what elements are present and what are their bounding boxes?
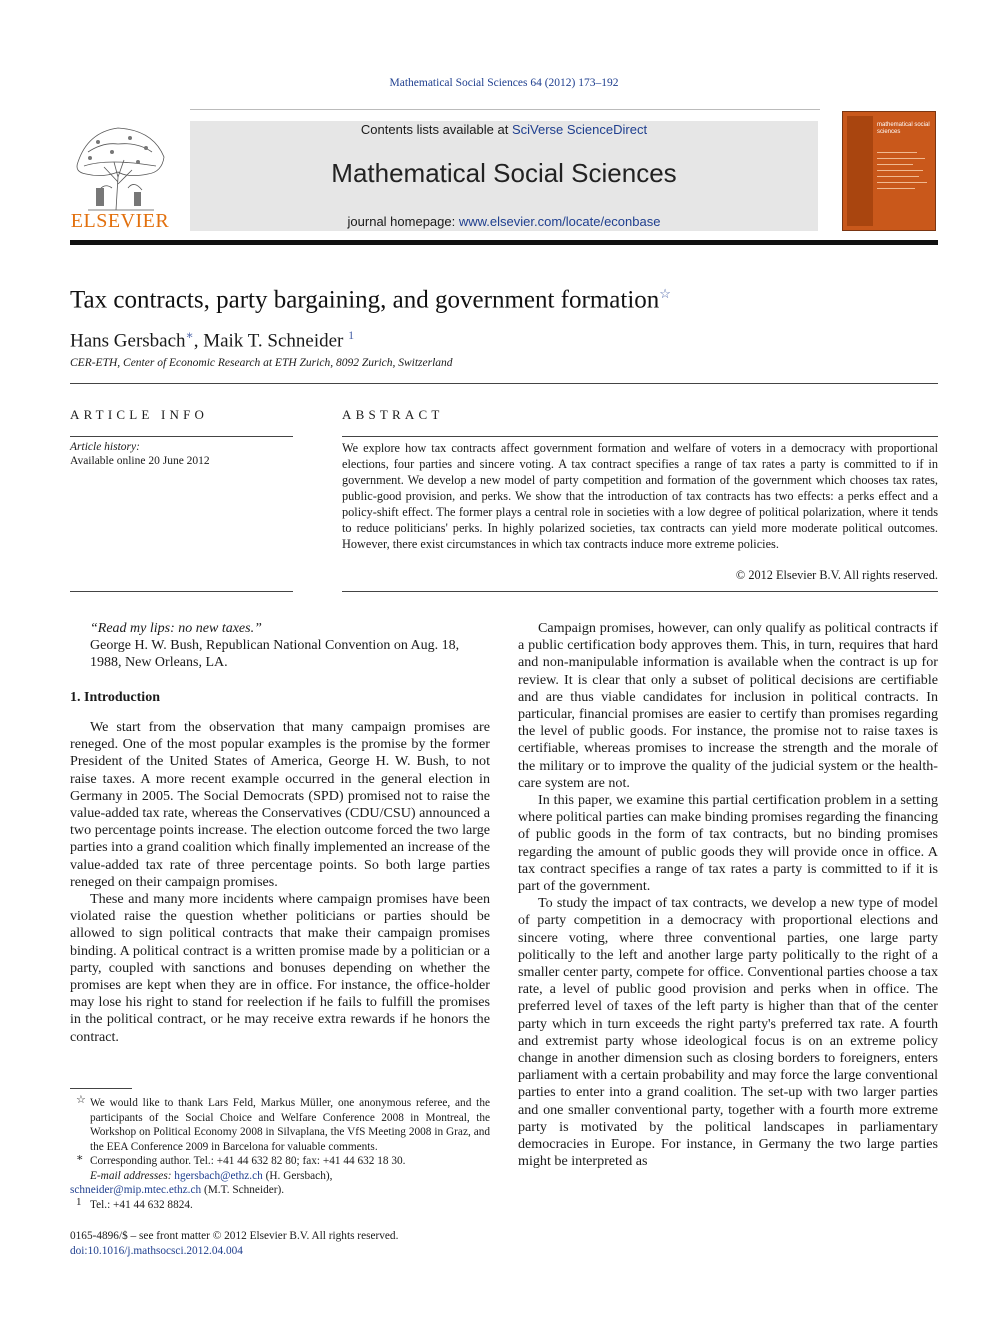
right-column [518,620,938,1171]
journal-citation[interactable]: Mathematical Social Sciences 64 (2012) 173–192 [389,77,619,89]
history-label: Article history: [70,441,140,453]
issn-line: 0165-4896/$ – see front matter © 2012 Elsevier B.V. All rights reserved. [70,1230,399,1242]
contents-prefix: Contents lists available at [360,122,512,137]
author-gersbach: Hans Gersbach [70,330,186,352]
email-owner: (H. Gersbach), [262,1169,333,1182]
abstract-heading: ABSTRACT [342,407,444,422]
cover-line [877,182,927,183]
left-column [70,719,490,1046]
journal-cover-thumbnail[interactable] [842,111,936,231]
homepage-link[interactable]: www.elsevier.com/locate/econbase [458,214,661,229]
cover-line [877,158,925,159]
article-info-rule [70,436,293,437]
footnote-text: Corresponding author. Tel.: +41 44 632 82 80; fax: +41 44 632 18 30. [90,1155,406,1167]
corresponding-author-mark[interactable]: ∗ [185,328,194,342]
sciencedirect-link[interactable]: SciVerse ScienceDirect [511,122,648,137]
homepage-prefix: journal homepage: [347,214,459,229]
header-divider [190,109,820,110]
epigraph-source: George H. W. Bush, Republican National Convention on Aug. 18, 1988, New Orleans, LA. [90,638,460,670]
email-owner: (M.T. Schneider). [201,1184,285,1196]
homepage-line [190,214,818,229]
publisher-wordmark: ELSEVIER [70,210,170,232]
epigraph-quote: “Read my lips: no new taxes.” [90,621,262,636]
paragraph: We start from the observation that many campaign promises are reneged. One of the most popular examples is the promise by the former President of the United States of America, George H. W. Bush, to not raise taxes. A more recent example occurred in the general election in Germany in 2005. The Social Democrats (SPD) promised not to raise the value-added tax rate, whereas the Conservatives (CDU/CSU) announced a two percentage points increase. The election outcome forced the two large parties into a grand coalition which finally implemented an increase of the value-added tax rate of three percentage points. So both large parties reneged on their campaign promises. [70,719,490,890]
footnote-text: We would like to thank Lars Feld, Markus Müller, one anonymous referee, and the participants of the Social Choice and Welfare Conference 2008 in Montreal, the Workshop on Political Economy 2008 in Silvaplana, the VfS Meeting 2008 in Graz, and the EEA Conference 2009 in Barcelona for valuable comments. [90,1097,490,1153]
cover-line [877,188,915,189]
footnote-mark: 1 [76,1195,82,1208]
abstract-text: We explore how tax contracts affect government formation and welfare of voters in a democracy with proportional elections, four parties and sincere voting. A tax contract specifies a range of tax rates a party is committed to if in government. We develop a new model of party competition and formation of the government which chooses tax rates, public-good provision, and perks. We show that the introduction of tax contracts has two effects: a perks effect and a policy-shift effect. The former plays a central role in societies with a low degree of political polarization, where it tends to reduce politicians' perks. In highly polarized societies, tax contracts can yield more moderate political outcomes. However, there exist circumstances in which tax contracts induce more extreme policies. [342,441,938,551]
footnote-text: Tel.: +41 44 632 8824. [90,1198,193,1211]
abstract-bottom-rule [342,591,938,592]
section-heading: 1. Introduction [70,690,160,705]
author-separator: , [193,330,204,352]
journal-title: Mathematical Social Sciences [331,158,677,188]
email-link-schneider[interactable]: schneider@mip.mtec.ethz.ch [70,1184,202,1196]
authors [70,328,354,352]
footnote-emails [70,1169,490,1184]
footnote-acknowledgement [70,1096,490,1154]
cover-line [877,164,913,165]
email-label: E-mail addresses: [90,1169,175,1182]
paragraph: Campaign promises, however, can only qualify as political contracts if a public certification body approves them. This, in turn, requires that hard and non-manipulable information is available when the contract is up for review. It is clear that only a subset of political decisions are certifiable and are thus viable candidates for inclusion in political contracts. In particular, financial promises are easier to certify than promises regarding the level of public goods. For instance, the promise not to raise taxes is certifiable, whereas promises to increase the strength and the morale of the military or to improve the quality of the judicial system or the health-care system are not. [518,620,938,791]
abstract-rule [342,436,938,437]
header-thick-rule [70,240,938,245]
contents-line [190,122,818,137]
author-footnote-mark[interactable]: 1 [348,328,355,342]
doi-link[interactable]: doi:10.1016/j.mathsocsci.2012.04.004 [70,1245,243,1257]
footnote-corresponding [70,1154,490,1169]
paragraph: To study the impact of tax contracts, we develop a new type of model of party competition in a democracy with proportional elections and sincere voting, where three conventional parties, one large party politically to the left and another large party politically to the right of a smaller center party, compete for office. Conventional parties choose a tax rate, a level of public good provision and perks when in office. The preferred level of taxes of the left party is higher than that of the center party which in turn exceeds the right party's preferred tax rate. A fourth and extremist party whose ideological focus is on an extreme policy change in another dimension such as closing borders to foreigners, enters parliament with a certain probability and may force the large conventional parties to enter into a grand coalition. The set-up with two larger parties and one smaller conventional party, together with a fourth more extreme party is motivated by the political landscapes in parliamentary democracies in Europe. For instance, in Germany the two large parties might be interpreted as [518,895,938,1170]
footnote-1 [70,1195,490,1213]
email-link-gersbach[interactable]: hgersbach@ethz.ch [174,1169,263,1182]
cover-sidebar [847,116,873,226]
paragraph: In this paper, we examine this partial certification problem in a setting where political parties can make binding promises regarding the financing of public goods in the form of tax contracts, but no binding promises regarding the amount of public goods they will provide once in office. A tax contract specifies a range of tax rates a party is committed to if it is part of the government. [518,792,938,895]
title-text: Tax contracts, party bargaining, and government formation [70,286,660,314]
footnote-mark: ∗ [76,1152,84,1164]
history-value: Available online 20 June 2012 [70,455,210,467]
paragraph: These and many more incidents where campaign promises have been violated raise the question whether politicians or parties should be allowed to sign political contracts that make their campaign promises binding. A political contract is a written promise made by a politician or a party, coupled with sanctions and bonuses depending on whether the promises are kept when they are in office. For instance, the office-holder may lose his right to stand for reelection if he fails to fulfill the promises in the political contract, or he may receive extra rewards if he honors the contract. [70,891,490,1045]
article-title [70,286,671,314]
footnote-mark: ☆ [76,1094,86,1106]
title-footnote-mark[interactable]: ☆ [659,286,671,301]
cover-title: mathematical social sciences [877,122,930,135]
title-divider [70,383,938,384]
article-info-heading: ARTICLE INFO [70,407,209,422]
bottom-info [70,1229,398,1259]
cover-line [877,152,917,153]
author-schneider: Maik T. Schneider [203,330,344,352]
footnote-emails-cont [70,1183,490,1198]
cover-line [877,170,923,171]
footnotes [70,1096,490,1212]
epigraph [90,620,490,671]
affiliation: CER-ETH, Center of Economic Research at ETH Zurich, 8092 Zurich, Switzerland [70,357,453,369]
cover-line [877,176,919,177]
article-info-bottom-rule [70,591,293,592]
abstract-copyright: © 2012 Elsevier B.V. All rights reserved. [735,568,938,582]
footnote-rule [70,1088,132,1089]
